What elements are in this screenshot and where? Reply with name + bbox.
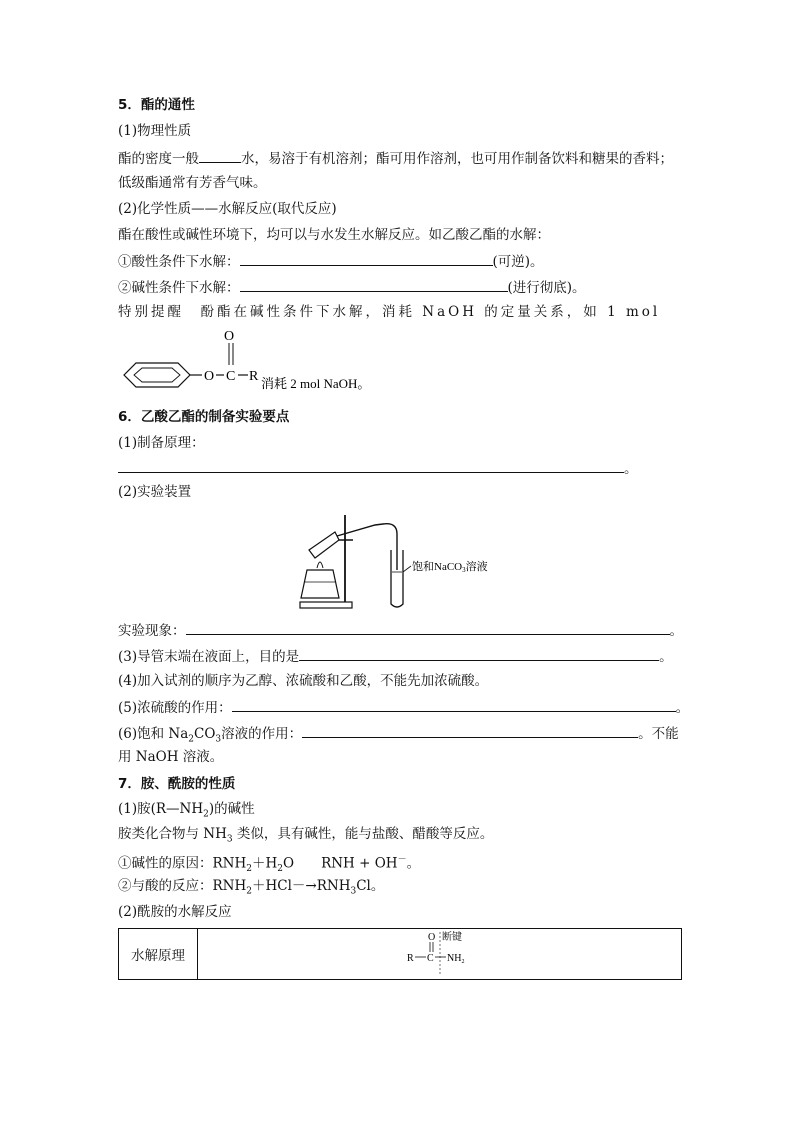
basicity-reason: ①碱性的原因：$RNH_2+H_2O$ RNH + OH－。 [118, 855, 421, 875]
na2co3-text-c: 溶液的作用： [221, 726, 303, 742]
alcohol-lamp [301, 570, 339, 598]
na2co3-line: (6)饱和 $Na_2CO_3$溶液的作用： 。不能 [118, 723, 679, 749]
base-hydrolysis-line [118, 277, 586, 297]
reagent-order: (4)加入试剂的顺序为乙醇、浓硫酸和乙酸，不能先加浓硫酸。 [118, 673, 489, 689]
period: 。 [675, 700, 690, 716]
table-label: 水解原理 [119, 929, 198, 980]
base-label: ②碱性条件下水解： [118, 280, 240, 296]
amide-title: (2)酰胺的水解反应 [118, 904, 232, 920]
test-tube [309, 532, 339, 558]
period: 。 [659, 649, 673, 665]
period: 。 [624, 461, 638, 477]
tube-purpose-blank[interactable] [299, 646, 659, 661]
amine-title: (1)胺$(R—NH_2)$的碱性 [118, 801, 255, 820]
break-bond-label: 断键 [442, 932, 462, 943]
base-note: (进行彻底)。 [507, 280, 586, 296]
na2co3-end: 。不能 [638, 726, 679, 742]
phys-text-a: 酯的密度一般 [118, 151, 199, 167]
amide-C: C [427, 953, 434, 964]
phenomenon-label: 实验现象： [118, 623, 186, 639]
phys-line2: 低级酯通常有芳香气味。 [118, 175, 267, 191]
apparatus-label: 饱和NaCO3溶液 [412, 561, 488, 574]
chem-title: (2)化学性质——水解反应(取代反应) [118, 201, 337, 217]
density-blank[interactable] [199, 148, 241, 163]
amide-structure [402, 930, 492, 976]
acid-reaction: ②与酸的反应：$RNH_2+HCl-\to RNH_3Cl$。 [118, 878, 385, 897]
na2co3-text-a: (6)饱和 Na [118, 726, 189, 742]
phenomenon-blank[interactable] [186, 620, 670, 635]
phenyl-ester-structure [118, 325, 418, 395]
phys-title: (1)物理性质 [118, 123, 192, 139]
base-hydrolysis-blank[interactable] [240, 277, 508, 292]
apparatus-title: (2)实验装置 [118, 484, 192, 500]
ester-O: O [204, 369, 215, 384]
amide-R: R [407, 953, 414, 964]
carbonyl-O: O [224, 329, 235, 344]
section5-heading: 5．酯的通性 [118, 97, 195, 113]
carbonyl-C: C [226, 369, 236, 384]
principle-line [118, 458, 638, 478]
acid-label: ①酸性条件下水解： [118, 254, 240, 270]
acid-hydrolysis-blank[interactable] [240, 251, 493, 266]
delivery-tube [337, 524, 397, 570]
na2co3-cont: 用 NaOH 溶液。 [118, 749, 224, 765]
h2so4-label: (5)浓硫酸的作用： [118, 700, 232, 716]
tube-purpose-label: (3)导管末端在液面上，目的是 [118, 649, 300, 665]
R-group: R [249, 369, 259, 384]
phys-line1 [118, 148, 673, 168]
principle-blank[interactable] [118, 458, 624, 473]
amide-O: O [428, 932, 436, 943]
amide-NH2: $NH_2$ [447, 953, 465, 965]
h2so4-line [118, 697, 689, 717]
benzene-inner [134, 368, 180, 382]
chem-desc: 酯在酸性或碱性环境下，均可以与水发生水解反应。如乙酸乙酯的水解： [118, 227, 550, 243]
experiment-apparatus-diagram [295, 510, 525, 612]
section7-heading: 7．胺、酰胺的性质 [118, 776, 236, 792]
consume-text: 消耗 2 mol NaOH。 [261, 376, 371, 391]
phenomenon-line [118, 620, 683, 640]
stand-base [300, 602, 352, 608]
amine-desc: 胺类化合物与 $NH_3$ 类似，具有碱性，能与盐酸、醋酸等反应。 [118, 826, 494, 845]
period: 。 [669, 623, 683, 639]
na2co3-blank[interactable] [302, 723, 638, 738]
flame [317, 562, 323, 568]
phys-text-b: 水，易溶于有机溶剂；酯可用作溶剂，也可用作制备饮料和糖果的香料； [241, 151, 673, 167]
principle-label: (1)制备原理： [118, 435, 205, 451]
section6-heading: 6．乙酸乙酯的制备实验要点 [118, 409, 290, 425]
h2so4-blank[interactable] [232, 697, 676, 712]
acid-note: (可逆)。 [492, 254, 544, 270]
acid-hydrolysis-line [118, 251, 544, 271]
special-tip: 特别提醒 酚酯在碱性条件下水解，消耗 NaOH 的定量关系，如 1 mol [118, 304, 661, 320]
hydrolysis-table [118, 928, 682, 980]
tube-purpose-line [118, 646, 673, 666]
